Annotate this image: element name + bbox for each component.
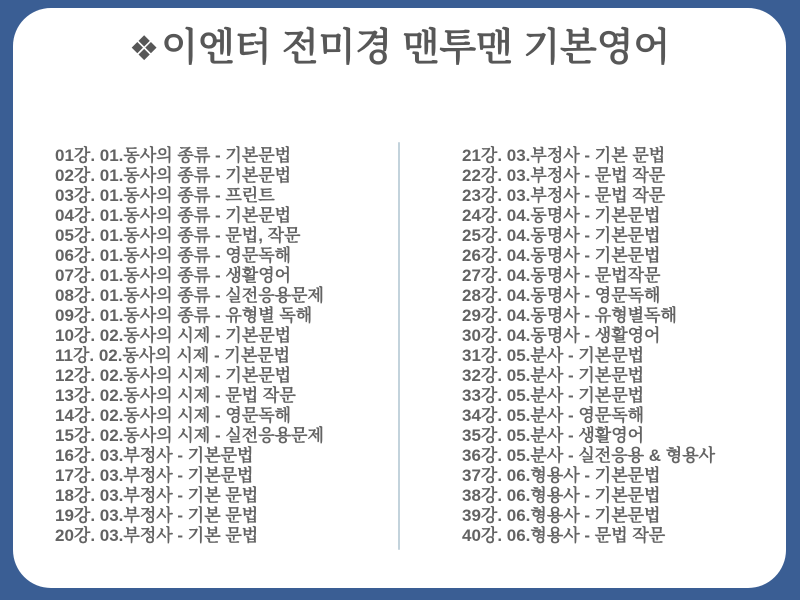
lecture-item: 25강. 04.동명사 - 기본문법 bbox=[462, 226, 661, 245]
lecture-item: 04강. 01.동사의 종류 - 기본문법 bbox=[55, 206, 292, 225]
lecture-item: 28강. 04.동명사 - 영문독해 bbox=[462, 286, 661, 305]
lecture-list-right bbox=[462, 146, 715, 546]
lecture-item: 12강. 02.동사의 시제 - 기본문법 bbox=[55, 366, 292, 385]
lecture-item: 27강. 04.동명사 - 문법작문 bbox=[462, 266, 661, 285]
lecture-item: 37강. 06.형용사 - 기본문법 bbox=[462, 466, 661, 485]
lecture-item: 32강. 05.분사 - 기본문법 bbox=[462, 366, 645, 385]
lecture-item: 14강. 02.동사의 시제 - 영문독해 bbox=[55, 406, 292, 425]
lecture-item: 30강. 04.동명사 - 생활영어 bbox=[462, 326, 661, 345]
page-title-text: 이엔터 전미경 맨투맨 기본영어 bbox=[161, 27, 671, 69]
diamond-bullet-icon: ❖ bbox=[128, 30, 160, 68]
lecture-item: 20강. 03.부정사 - 기본 문법 bbox=[55, 526, 259, 545]
lecture-item: 06강. 01.동사의 종류 - 영문독해 bbox=[55, 246, 292, 265]
lecture-item: 03강. 01.동사의 종류 - 프린트 bbox=[55, 186, 275, 205]
lecture-item: 10강. 02.동사의 시제 - 기본문법 bbox=[55, 326, 292, 345]
lecture-item: 01강. 01.동사의 종류 - 기본문법 bbox=[55, 146, 292, 165]
lecture-item: 21강. 03.부정사 - 기본 문법 bbox=[462, 146, 666, 165]
lecture-item: 33강. 05.분사 - 기본문법 bbox=[462, 386, 645, 405]
lecture-item: 08강. 01.동사의 종류 - 실전응용문제 bbox=[55, 286, 324, 305]
lecture-item: 13강. 02.동사의 시제 - 문법 작문 bbox=[55, 386, 296, 405]
lecture-item: 35강. 05.분사 - 생활영어 bbox=[462, 426, 645, 445]
lecture-item: 02강. 01.동사의 종류 - 기본문법 bbox=[55, 166, 292, 185]
lecture-item: 15강. 02.동사의 시제 - 실전응용문제 bbox=[55, 426, 324, 445]
lecture-item: 16강. 03.부정사 - 기본문법 bbox=[55, 446, 254, 465]
lecture-list-left bbox=[55, 146, 324, 546]
lecture-item: 18강. 03.부정사 - 기본 문법 bbox=[55, 486, 259, 505]
lecture-item: 09강. 01.동사의 종류 - 유형별 독해 bbox=[55, 306, 313, 325]
lecture-item: 23강. 03.부정사 - 문법 작문 bbox=[462, 186, 666, 205]
lecture-item: 19강. 03.부정사 - 기본 문법 bbox=[55, 506, 259, 525]
lecture-item: 38강. 06.형용사 - 기본문법 bbox=[462, 486, 661, 505]
lecture-item: 34강. 05.분사 - 영문독해 bbox=[462, 406, 645, 425]
lecture-item: 26강. 04.동명사 - 기본문법 bbox=[462, 246, 661, 265]
lecture-item: 40강. 06.형용사 - 문법 작문 bbox=[462, 526, 666, 545]
lecture-item: 29강. 04.동명사 - 유형별독해 bbox=[462, 306, 677, 325]
slide-page bbox=[13, 8, 786, 588]
lecture-item: 31강. 05.분사 - 기본문법 bbox=[462, 346, 645, 365]
lecture-item: 07강. 01.동사의 종류 - 생활영어 bbox=[55, 266, 292, 285]
lecture-item: 36강. 05.분사 - 실전응용 & 형용사 bbox=[462, 446, 716, 465]
lecture-item: 22강. 03.부정사 - 문법 작문 bbox=[462, 166, 666, 185]
column-divider bbox=[398, 142, 400, 550]
lecture-item: 24강. 04.동명사 - 기본문법 bbox=[462, 206, 661, 225]
lecture-item: 17강. 03.부정사 - 기본문법 bbox=[55, 466, 254, 485]
page-title bbox=[13, 22, 786, 75]
lecture-item: 39강. 06.형용사 - 기본문법 bbox=[462, 506, 661, 525]
lecture-item: 11강. 02.동사의 시제 - 기본문법 bbox=[55, 346, 291, 365]
lecture-item: 05강. 01.동사의 종류 - 문법, 작문 bbox=[55, 226, 301, 245]
